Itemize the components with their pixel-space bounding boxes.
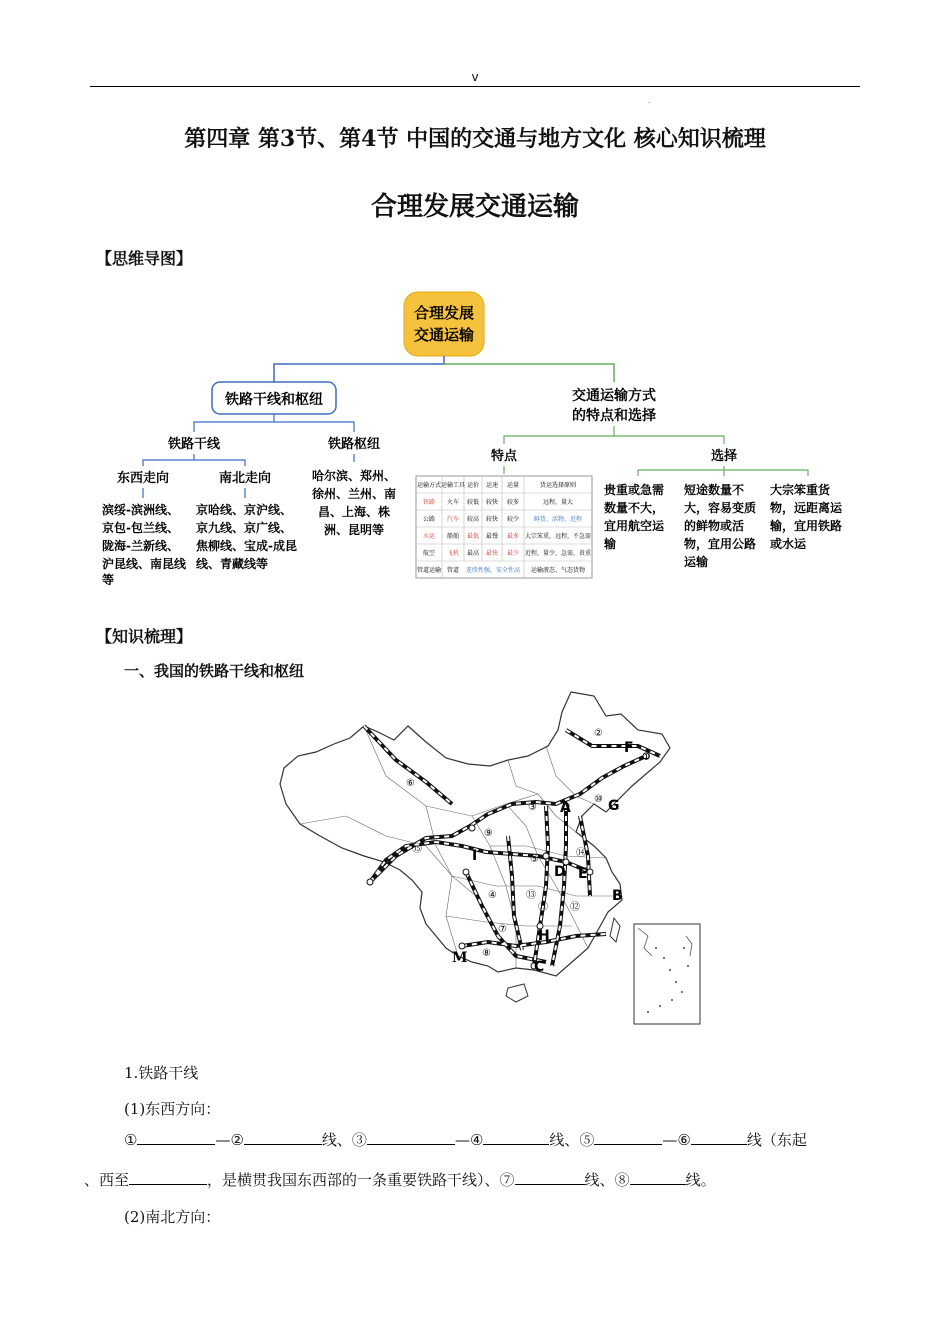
connector-ns	[194, 460, 245, 466]
choice-a	[603, 482, 665, 551]
table-cell: 最少	[506, 550, 520, 557]
ew-title: (1)东西方向：	[124, 1100, 221, 1118]
table-cell: 较少	[506, 516, 520, 523]
table-cell: 铁路	[422, 499, 436, 506]
paren-open-text: 线（东起	[746, 1131, 807, 1149]
ns-title: (2)南北方向：	[124, 1208, 221, 1226]
circled-8: ⑧	[614, 1171, 630, 1189]
hub-line: 哈尔滨、郑州、	[312, 469, 397, 483]
hub-line: 徐州、兰州、南	[312, 487, 397, 501]
xian-text: 线、	[549, 1131, 580, 1149]
mindmap-right-line1: 交通运输方式	[572, 388, 656, 404]
map-label-F: F	[624, 740, 634, 756]
mindmap-hub: 铁路枢纽	[327, 437, 381, 452]
map-label-M: M	[452, 950, 468, 966]
hub-point	[543, 853, 549, 859]
south-china-sea-inset	[634, 924, 700, 1024]
connector-right	[444, 364, 614, 382]
circled-3: ③	[351, 1131, 367, 1149]
ew-line: 滨绥-滨洲线、	[102, 503, 179, 517]
mindmap-feature: 特点	[490, 449, 518, 464]
taiwan-island	[610, 918, 620, 942]
hub-point	[459, 943, 465, 949]
dash: —	[454, 1131, 470, 1149]
table-cell: 管道运输	[416, 567, 442, 574]
choice-c-line: 大宗笨重货	[770, 483, 831, 497]
map-label-D: D	[554, 864, 566, 880]
choice-b-line: 物，宜用公路	[684, 537, 757, 551]
table-header: 运价	[466, 482, 480, 489]
dash: —	[215, 1131, 231, 1149]
paren-text: ，是横贯我国东西部的一条重要铁路干线）、	[207, 1171, 500, 1189]
ew-line: 京包-包兰线、	[102, 521, 179, 535]
blank-2[interactable]	[244, 1128, 322, 1145]
map-number: ⑭	[576, 848, 586, 859]
choice-a-line: 输	[604, 537, 617, 551]
table-header: 运输方式	[416, 482, 442, 489]
map-number: ⑫	[570, 902, 580, 913]
railway-title: 1.铁路干线	[124, 1064, 199, 1082]
choice-a-line: 贵重或急需	[604, 483, 665, 497]
table-cell: 最多	[506, 533, 520, 540]
table-header: 运量	[506, 482, 520, 489]
header-divider	[90, 86, 860, 87]
circled-7: ⑦	[499, 1171, 515, 1189]
mindmap-left: 铁路干线和枢纽	[225, 392, 323, 408]
hub-point	[367, 879, 373, 885]
dash: —	[662, 1131, 678, 1149]
hainan-island	[506, 984, 528, 1002]
table-cell: 最快	[485, 550, 499, 557]
choice-c	[769, 482, 843, 551]
table-cell: 运输液态、气态货物	[530, 567, 586, 574]
table-cell: 管道	[446, 567, 460, 574]
ns-line: 焦柳线、宝成-成昆	[196, 539, 297, 553]
table-header: 运输工具	[440, 482, 466, 489]
table-header: 货运选择原则	[539, 482, 577, 489]
map-number: ④	[488, 890, 497, 901]
mindmap-ew: 东西走向	[116, 471, 170, 486]
ns-line: 京哈线、京沪线、	[196, 503, 293, 517]
header-mark: v	[471, 70, 479, 84]
table-cell: 最高	[466, 550, 480, 557]
mind-map	[0, 280, 950, 600]
map-number: ⑮	[412, 844, 422, 855]
table-cell: 火车	[446, 499, 460, 506]
mindmap-hub-lines	[312, 468, 396, 537]
map-number: ①	[642, 752, 651, 763]
map-label-E: E	[578, 866, 588, 882]
hub-point	[463, 869, 469, 875]
xian-text: 线、	[321, 1131, 352, 1149]
xian-text: 线、	[584, 1171, 615, 1189]
table-cell: 水运	[422, 533, 436, 540]
hub-point	[587, 869, 593, 875]
mindmap-root-line1: 合理发展	[413, 304, 475, 322]
table-cell: 较快	[485, 499, 499, 506]
connector-ew	[143, 454, 194, 466]
table-cell: 航空	[422, 550, 436, 557]
sep-text: 、西至	[84, 1171, 130, 1189]
map-number: ⑨	[484, 828, 493, 839]
table-cell: 较多	[506, 499, 520, 506]
map-number: ③	[528, 802, 537, 813]
map-number: ⑪	[538, 902, 548, 913]
table-cell: 最慢	[485, 533, 499, 540]
table-cell: 鲜货、活物、近程	[533, 516, 583, 523]
blank-5[interactable]	[594, 1128, 662, 1145]
circled-1: ①	[124, 1131, 138, 1149]
blank-3[interactable]	[367, 1128, 455, 1145]
choice-c-line: 物，远距离运	[770, 501, 843, 515]
blank-4[interactable]	[483, 1128, 549, 1145]
choice-b-line: 运输	[684, 555, 709, 569]
knowledge-label: 【知识梳理】	[96, 627, 193, 646]
connector-trunk	[194, 414, 274, 432]
mindmap-choice: 选择	[710, 449, 738, 464]
choice-b-line: 大，容易变质	[684, 501, 757, 515]
mindmap-ns-lines	[196, 502, 297, 571]
choice-a-line: 数量不大，	[604, 501, 665, 515]
map-label-B: B	[612, 888, 623, 904]
table-cell: 较高	[466, 516, 480, 523]
feature-table	[416, 476, 592, 578]
table-cell: 船舶	[446, 533, 460, 540]
connector-hub	[274, 422, 354, 432]
ns-line: 京九线、京广线、	[196, 521, 293, 535]
map-number: ⑬	[526, 890, 536, 901]
section-heading: 一、我国的铁路干线和枢纽	[124, 662, 305, 680]
hub-point	[469, 825, 475, 831]
choice-c-line: 或水运	[770, 537, 807, 551]
connector-left	[274, 356, 444, 382]
choice-c-line: 输，宜用铁路	[770, 519, 843, 533]
mindmap-root-box	[404, 292, 484, 356]
table-cell: 近程，量少，急需，贵重	[524, 550, 592, 557]
blank-1[interactable]	[137, 1128, 215, 1145]
circled-4: ④	[469, 1131, 484, 1149]
map-label-I: I	[472, 848, 478, 864]
end-text: 线。	[685, 1171, 716, 1189]
choice-b-line: 短途数量不	[684, 483, 745, 497]
mindmap-root-line2: 交通运输	[413, 326, 475, 344]
connector-choice-c	[724, 470, 808, 476]
page-title: 第四章 第3节、第4节 中国的交通与地方文化 核心知识梳理	[184, 126, 766, 152]
table-cell: 公路	[422, 516, 436, 523]
ew-line: 沪昆线、南昆线	[102, 557, 187, 571]
hub-line: 昌、上海、株	[318, 505, 391, 519]
choice-a-line: 宜用航空运	[604, 519, 665, 533]
mindmap-trunk: 铁路干线	[167, 437, 221, 452]
map-number: ②	[594, 728, 603, 739]
map-number: ⑧	[482, 948, 491, 959]
map-label-C: C	[534, 959, 545, 975]
ew-line: 陇海-兰新线、	[102, 539, 179, 553]
connector-choice-a	[638, 466, 724, 476]
ew-line: 等	[102, 573, 115, 587]
page-subtitle: 合理发展交通运输	[370, 192, 579, 222]
table-header: 运速	[485, 482, 499, 489]
blank-9[interactable]	[630, 1168, 686, 1185]
choice-b	[684, 482, 756, 569]
circled-6: ⑥	[677, 1131, 691, 1149]
circled-2: ②	[230, 1131, 244, 1149]
map-label-A: A	[560, 800, 571, 816]
table-cell: 最低	[466, 533, 480, 540]
connector-choice	[614, 436, 724, 444]
map-number: ⑤	[530, 854, 539, 865]
table-cell: 连续性强，安全性高	[465, 567, 521, 574]
mindmap-ns: 南北走向	[218, 471, 272, 486]
blank-8[interactable]	[515, 1168, 585, 1185]
connector-feature	[504, 426, 614, 444]
mindmap-label: 【思维导图】	[96, 249, 193, 268]
choice-b-line: 的鲜物或活	[684, 519, 745, 533]
map-label-G: G	[608, 798, 620, 814]
header-dot: .	[648, 96, 651, 105]
mindmap-ew-lines	[101, 502, 187, 587]
blank-7[interactable]	[129, 1168, 207, 1185]
blank-6[interactable]	[691, 1128, 747, 1145]
ns-line: 线、青藏线等	[196, 557, 269, 571]
table-cell: 较快	[485, 516, 499, 523]
map-number: ⑦	[498, 924, 507, 935]
railway-map	[276, 686, 706, 1028]
map-label-H: H	[538, 928, 550, 944]
table-cell: 远程，量大	[542, 499, 574, 506]
table-cell: 汽车	[446, 516, 460, 523]
hub-line: 洲、昆明等	[324, 523, 385, 537]
mindmap-right-line2: 的特点和选择	[572, 408, 656, 424]
map-number: ⑥	[406, 778, 415, 789]
fill-paragraph	[84, 1120, 874, 1200]
circled-5: ⑤	[579, 1131, 595, 1149]
table-cell: 较低	[466, 499, 480, 506]
table-cell: 飞机	[446, 550, 460, 557]
map-number: ⑩	[594, 794, 603, 805]
table-cell: 大宗笨重，远程，不急需	[524, 533, 592, 540]
